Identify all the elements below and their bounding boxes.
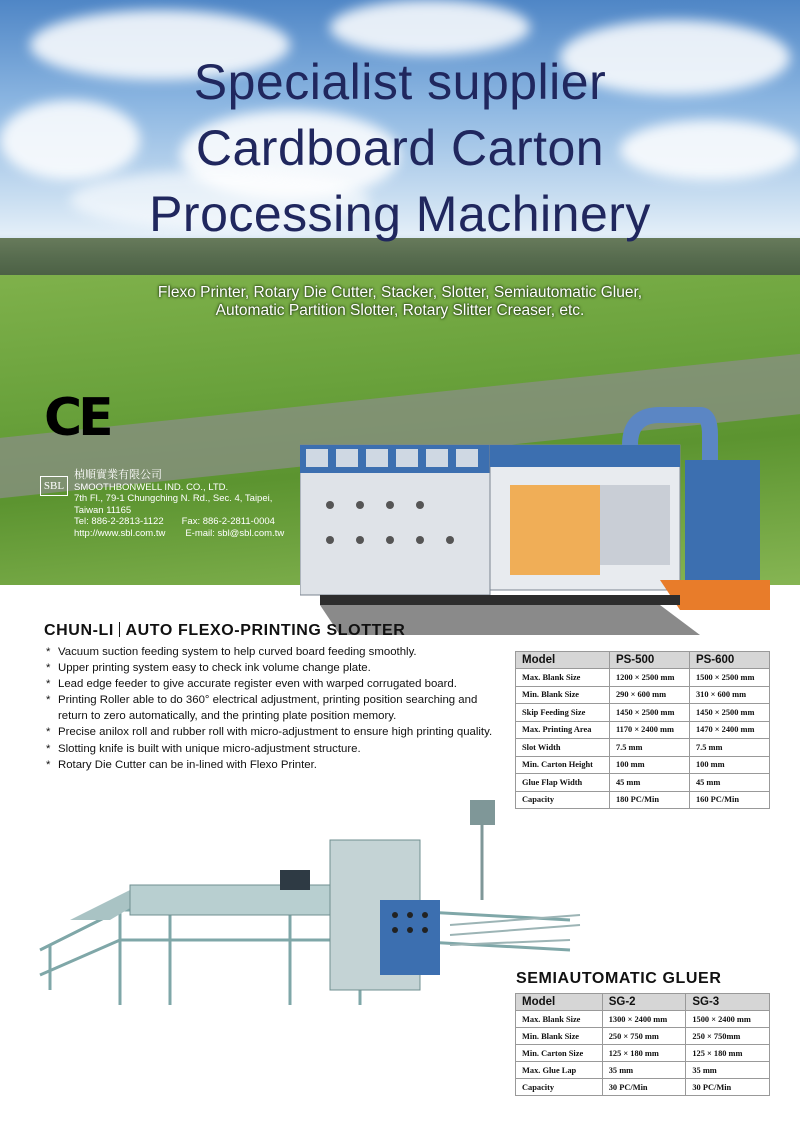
title-line-1: Specialist supplier (193, 54, 607, 110)
table-cell: 125 × 180 mm (602, 1045, 686, 1062)
table-cell: Min. Carton Size (516, 1045, 603, 1062)
table-cell: Capacity (516, 1079, 603, 1096)
table-cell: Min. Blank Size (516, 1028, 603, 1045)
table-cell: 250 × 750mm (686, 1028, 770, 1045)
table-cell: Slot Width (516, 739, 610, 757)
column-header: SG-3 (686, 994, 770, 1011)
table-cell: 30 PC/Min (686, 1079, 770, 1096)
table-cell: Glue Flap Width (516, 774, 610, 792)
gluer-spec-table (515, 993, 770, 1096)
table-cell: 1200 × 2500 mm (609, 669, 689, 687)
flexo-brand: CHUN-LI (44, 622, 114, 639)
table-cell: 35 mm (602, 1062, 686, 1079)
title-line-3: Processing Machinery (149, 186, 651, 242)
table-cell: Skip Feeding Size (516, 704, 610, 722)
table-cell: 1170 × 2400 mm (609, 721, 689, 739)
flexo-spec-table (515, 651, 770, 809)
flexo-heading: AUTO FLEXO-PRINTING SLOTTER (125, 622, 406, 639)
table-cell: Max. Glue Lap (516, 1062, 603, 1079)
table-cell: 160 PC/Min (689, 791, 769, 809)
table-cell: 310 × 600 mm (689, 686, 769, 704)
table-cell: 290 × 600 mm (609, 686, 689, 704)
table-cell: 1470 × 2400 mm (689, 721, 769, 739)
table-row (516, 1028, 770, 1045)
company-fax: Fax: 886-2-2811-0004 (181, 516, 275, 527)
table-cell: 1450 × 2500 mm (689, 704, 769, 722)
table-row (516, 1011, 770, 1028)
list-item: * Upper printing system easy to check ink volume change plate. (46, 662, 371, 675)
column-header: Model (516, 994, 603, 1011)
flexo-printing-slotter-image (300, 405, 780, 635)
table-cell: 125 × 180 mm (686, 1045, 770, 1062)
table-cell: Min. Carton Height (516, 756, 610, 774)
table-row (516, 1045, 770, 1062)
list-item: * Slotting knife is built with unique micro-adjustment structure. (46, 742, 361, 755)
table-cell: Capacity (516, 791, 610, 809)
table-row (516, 756, 770, 774)
table-cell: Max. Blank Size (516, 1011, 603, 1028)
company-chinese-name: 楨順實業有限公司 (74, 469, 162, 481)
table-row (516, 739, 770, 757)
column-header: Model (516, 652, 610, 669)
table-row (516, 721, 770, 739)
table-cell: 30 PC/Min (602, 1079, 686, 1096)
heading-divider (119, 622, 121, 637)
column-header: PS-600 (689, 652, 769, 669)
company-logo: SBL (40, 476, 68, 496)
company-address-1: 7th Fl., 79-1 Chungching N. Rd., Sec. 4, Taipei, (74, 493, 273, 504)
column-header: PS-500 (609, 652, 689, 669)
table-cell: Max. Printing Area (516, 721, 610, 739)
table-cell: Min. Blank Size (516, 686, 610, 704)
subtitle-line-1: Flexo Printer, Rotary Die Cutter, Stacker, Slotter, Semiautomatic Gluer, (157, 284, 643, 301)
company-web-link[interactable]: http://www.sbl.com.tw (74, 527, 166, 539)
table-cell: 45 mm (609, 774, 689, 792)
table-cell: 100 mm (609, 756, 689, 774)
list-item: * Rotary Die Cutter can be in-lined with Flexo Printer. (46, 758, 317, 771)
title-line-2: Cardboard Carton (195, 120, 605, 176)
gluer-section-heading: SEMIAUTOMATIC GLUER (516, 970, 722, 987)
table-cell: 1500 × 2500 mm (689, 669, 769, 687)
flexo-features-list (46, 644, 496, 773)
cloud (330, 0, 530, 55)
table-row (516, 774, 770, 792)
ce-mark: CE (44, 388, 110, 448)
semiautomatic-gluer-image (30, 800, 590, 1025)
table-cell: 45 mm (689, 774, 769, 792)
table-row (516, 1079, 770, 1096)
table-cell: 250 × 750 mm (602, 1028, 686, 1045)
table-cell: 180 PC/Min (609, 791, 689, 809)
list-item: * Precise anilox roll and rubber roll with micro-adjustment to ensure high printing quality. (46, 726, 493, 739)
table-header-row (516, 994, 770, 1011)
table-cell: 1300 × 2400 mm (602, 1011, 686, 1028)
table-header-row (516, 652, 770, 669)
company-address-2: Taiwan 11165 (74, 504, 132, 516)
table-row (516, 669, 770, 687)
list-item: * Printing Roller able to do 360° electrical adjustment, printing position searching and return to zero automatically, and the printing plate position memory. (46, 694, 478, 723)
flexo-section-heading (44, 622, 405, 640)
table-cell: 1450 × 2500 mm (609, 704, 689, 722)
company-name: SMOOTHBONWELL IND. CO., LTD. (74, 481, 229, 493)
table-cell: 1500 × 2400 mm (686, 1011, 770, 1028)
table-cell: 7.5 mm (609, 739, 689, 757)
list-item: * Vacuum suction feeding system to help curved board feeding smoothly. (46, 646, 417, 658)
subtitle-line-2: Automatic Partition Slotter, Rotary Slitter Creaser, etc. (215, 302, 585, 319)
table-row (516, 704, 770, 722)
company-email-link[interactable]: E-mail: sbl@sbl.com.tw (185, 527, 285, 539)
column-header: SG-2 (602, 994, 686, 1011)
table-cell: Max. Blank Size (516, 669, 610, 687)
table-cell: 7.5 mm (689, 739, 769, 757)
table-cell: 35 mm (686, 1062, 770, 1079)
table-row (516, 1062, 770, 1079)
table-cell: 100 mm (689, 756, 769, 774)
company-tel: Tel: 886-2-2813-1122 (74, 516, 164, 527)
list-item: * Lead edge feeder to give accurate register even with warped corrugated board. (46, 678, 457, 691)
table-row (516, 686, 770, 704)
